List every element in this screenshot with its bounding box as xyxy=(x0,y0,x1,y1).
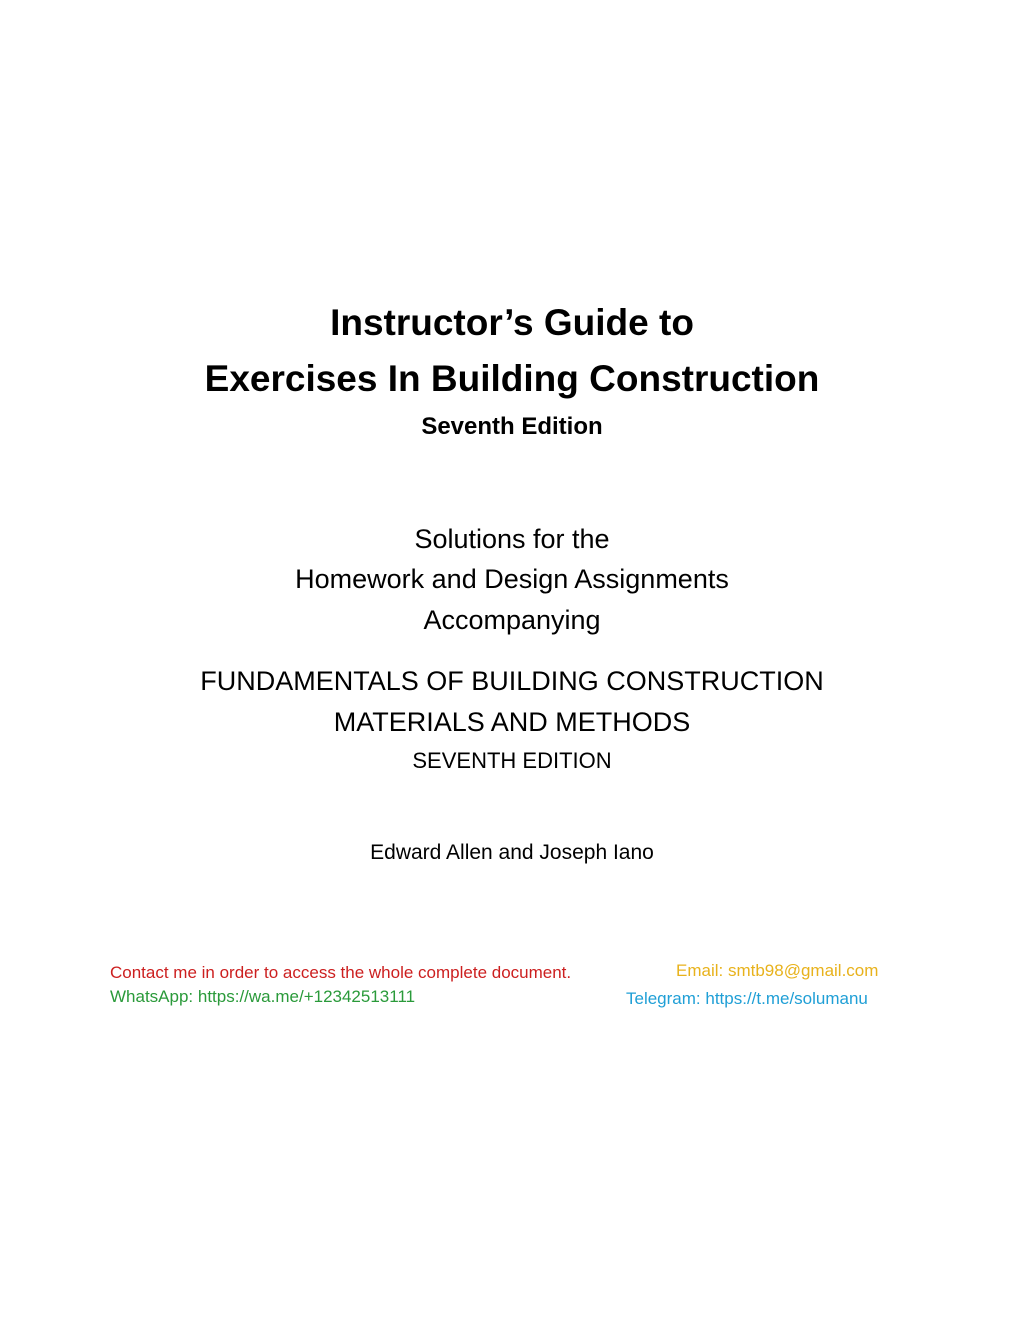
authors: Edward Allen and Joseph Iano xyxy=(370,841,654,864)
subtitle-line-1: Solutions for the xyxy=(414,524,610,554)
telegram-link[interactable]: Telegram: https://t.me/solumanu xyxy=(626,989,868,1008)
book-title-line-2: MATERIALS AND METHODS xyxy=(333,707,691,737)
edition-label: Seventh Edition xyxy=(421,413,603,440)
whatsapp-link[interactable]: WhatsApp: https://wa.me/+12342513111 xyxy=(110,987,416,1006)
email-link[interactable]: Email: smtb98@gmail.com xyxy=(676,961,879,980)
title-line-1: Instructor’s Guide to xyxy=(330,302,694,343)
title-line-2: Exercises In Building Construction xyxy=(204,358,820,399)
book-title-line-1: FUNDAMENTALS OF BUILDING CONSTRUCTION xyxy=(200,666,824,696)
subtitle-line-3: Accompanying xyxy=(423,605,601,635)
contact-message: Contact me in order to access the whole complete document. xyxy=(110,963,572,982)
subtitle-line-2: Homework and Design Assignments xyxy=(295,564,729,594)
book-edition: SEVENTH EDITION xyxy=(412,748,612,773)
